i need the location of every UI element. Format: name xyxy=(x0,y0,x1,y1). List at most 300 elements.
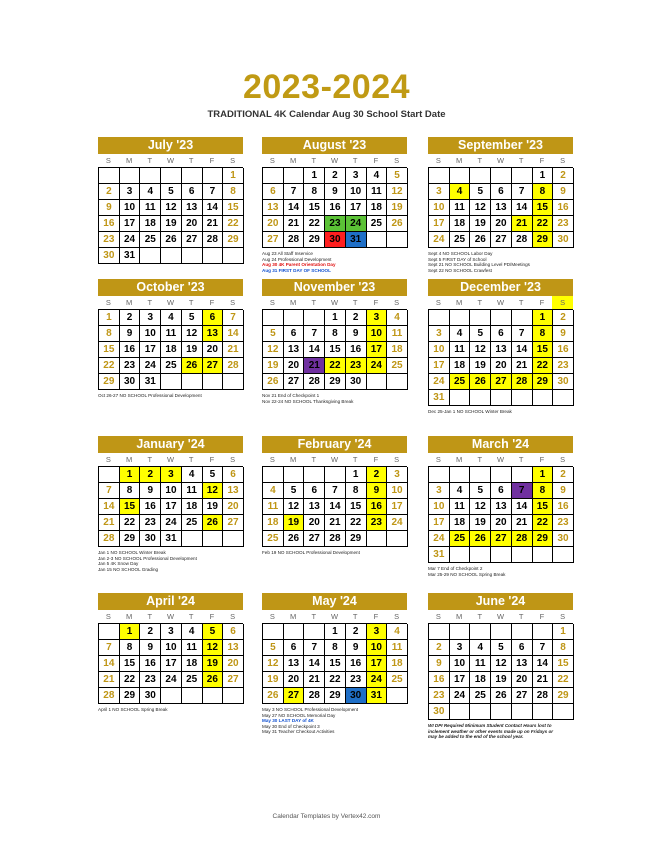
day-cell: 4 xyxy=(387,310,408,326)
weekday-label: W xyxy=(330,156,339,165)
weekday-label: S xyxy=(105,156,111,165)
day-cell: 23 xyxy=(553,358,574,374)
month-10 xyxy=(262,593,407,735)
day-cell: 9 xyxy=(553,483,574,499)
day-cell: 21 xyxy=(99,672,120,688)
day-cell: 2 xyxy=(140,467,161,483)
day-cell: 16 xyxy=(367,499,388,515)
day-cell: 27 xyxy=(512,688,533,704)
note-line: Dec 25-Jan 1 NO SCHOOL Winter Break xyxy=(428,409,512,414)
day-cell: 26 xyxy=(470,232,491,248)
weekday-label: W xyxy=(496,156,505,165)
note-line: WI DPI Required Minimum Student Contact Hours lost to xyxy=(428,723,552,728)
empty-cell xyxy=(491,310,512,326)
day-cell: 1 xyxy=(553,624,574,640)
weekday-label: F xyxy=(539,612,545,621)
day-cell: 6 xyxy=(263,184,284,200)
day-cell: 29 xyxy=(99,374,120,390)
empty-cell xyxy=(99,168,120,184)
day-cell: 21 xyxy=(99,515,120,531)
day-cell: 27 xyxy=(491,531,512,547)
day-cell: 20 xyxy=(182,216,203,232)
day-cell: 5 xyxy=(491,640,512,656)
day-cell: 14 xyxy=(512,499,533,515)
day-cell: 21 xyxy=(512,515,533,531)
day-cell: 12 xyxy=(203,483,224,499)
day-cell: 17 xyxy=(429,515,450,531)
day-cell: 9 xyxy=(140,640,161,656)
empty-cell xyxy=(161,688,182,704)
weekday-label: S xyxy=(269,298,275,307)
day-cell: 3 xyxy=(346,168,367,184)
note-line: May 31 Teacher Checkout Activities xyxy=(262,729,335,735)
day-cell: 18 xyxy=(450,358,471,374)
empty-cell xyxy=(120,168,141,184)
empty-cell xyxy=(325,467,346,483)
day-cell: 12 xyxy=(182,326,203,342)
day-cell: 27 xyxy=(491,374,512,390)
month-notes xyxy=(428,723,573,740)
day-cell: 27 xyxy=(304,531,325,547)
weekday-label: S xyxy=(435,612,441,621)
weekday-label: T xyxy=(311,455,317,464)
day-cell: 26 xyxy=(470,374,491,390)
day-cell: 2 xyxy=(553,168,574,184)
day-cell: 20 xyxy=(203,342,224,358)
empty-cell xyxy=(223,531,244,547)
empty-cell xyxy=(491,704,512,720)
day-cell: 30 xyxy=(553,531,574,547)
day-cell: 18 xyxy=(450,515,471,531)
empty-cell xyxy=(387,688,408,704)
page-title: 2023-2024 xyxy=(242,68,411,106)
day-cell: 12 xyxy=(284,499,305,515)
day-cell: 24 xyxy=(429,531,450,547)
day-cell: 15 xyxy=(223,200,244,216)
day-cell: 26 xyxy=(263,374,284,390)
weekday-label: W xyxy=(330,612,339,621)
month-notes xyxy=(98,550,243,572)
day-cell: 7 xyxy=(223,310,244,326)
day-grid xyxy=(262,623,407,704)
month-title: November '23 xyxy=(262,279,407,296)
empty-cell xyxy=(367,232,388,248)
day-cell: 7 xyxy=(284,184,305,200)
month-title: July '23 xyxy=(98,137,243,154)
day-cell: 8 xyxy=(99,326,120,342)
weekday-label: M xyxy=(125,156,133,165)
day-cell: 3 xyxy=(120,184,141,200)
note-line: Sept 22 NO SCHOOL Crawfest xyxy=(428,267,492,273)
day-cell: 25 xyxy=(182,515,203,531)
weekday-label: T xyxy=(352,612,358,621)
day-cell: 22 xyxy=(325,672,346,688)
month-notes xyxy=(98,707,243,713)
day-cell: 7 xyxy=(203,184,224,200)
day-cell: 14 xyxy=(533,656,554,672)
day-cell: 30 xyxy=(346,374,367,390)
day-cell: 9 xyxy=(140,483,161,499)
month-2 xyxy=(428,137,573,273)
day-cell: 8 xyxy=(533,483,554,499)
day-cell: 13 xyxy=(284,342,305,358)
day-cell: 1 xyxy=(325,624,346,640)
note-line: Jan 15 NO SCHOOL Grading xyxy=(98,566,159,572)
empty-cell xyxy=(533,390,554,406)
day-cell: 12 xyxy=(470,499,491,515)
note-line: Aug 31 FIRST DAY OF SCHOOL xyxy=(262,267,331,273)
empty-cell xyxy=(304,310,325,326)
empty-cell xyxy=(263,310,284,326)
note-line: Aug 24 Professional Development xyxy=(262,256,332,262)
month-notes xyxy=(262,550,407,556)
day-cell: 4 xyxy=(450,483,471,499)
day-cell: 8 xyxy=(533,326,554,342)
note-line: Jan 2-3 NO SCHOOL Professional Development xyxy=(98,555,197,561)
empty-cell xyxy=(512,168,533,184)
empty-cell xyxy=(284,168,305,184)
day-cell: 20 xyxy=(512,672,533,688)
day-cell: 19 xyxy=(203,656,224,672)
weekday-label: S xyxy=(269,455,275,464)
day-cell: 24 xyxy=(429,232,450,248)
weekday-label: M xyxy=(289,298,297,307)
day-cell: 25 xyxy=(367,216,388,232)
day-cell: 28 xyxy=(512,232,533,248)
empty-cell xyxy=(203,374,224,390)
weekday-label: F xyxy=(539,156,545,165)
day-grid xyxy=(98,466,243,547)
weekday-label: T xyxy=(518,612,524,621)
day-cell: 10 xyxy=(429,499,450,515)
weekday-label: T xyxy=(477,612,483,621)
day-cell: 8 xyxy=(553,640,574,656)
weekday-label: S xyxy=(230,156,236,165)
day-cell: 31 xyxy=(429,390,450,406)
day-cell: 2 xyxy=(140,624,161,640)
day-cell: 12 xyxy=(470,342,491,358)
day-cell: 16 xyxy=(140,499,161,515)
empty-cell xyxy=(512,624,533,640)
weekday-label: S xyxy=(230,455,236,464)
weekday-label: S xyxy=(394,455,400,464)
day-cell: 15 xyxy=(325,342,346,358)
day-cell: 1 xyxy=(120,624,141,640)
empty-cell xyxy=(223,374,244,390)
weekday-header xyxy=(262,610,407,623)
day-cell: 12 xyxy=(263,656,284,672)
empty-cell xyxy=(470,547,491,563)
weekday-label: S xyxy=(105,455,111,464)
weekday-label: T xyxy=(518,455,524,464)
day-cell: 5 xyxy=(387,168,408,184)
day-cell: 16 xyxy=(99,216,120,232)
day-cell: 1 xyxy=(99,310,120,326)
day-cell: 25 xyxy=(450,374,471,390)
day-cell: 19 xyxy=(161,216,182,232)
weekday-label: F xyxy=(209,612,215,621)
day-cell: 6 xyxy=(491,184,512,200)
empty-cell xyxy=(140,248,161,264)
day-cell: 23 xyxy=(367,515,388,531)
weekday-label: T xyxy=(188,612,194,621)
empty-cell xyxy=(512,467,533,483)
day-cell: 7 xyxy=(512,326,533,342)
day-cell: 26 xyxy=(491,688,512,704)
empty-cell xyxy=(203,168,224,184)
day-cell: 21 xyxy=(284,216,305,232)
empty-cell xyxy=(263,467,284,483)
month-title: April '24 xyxy=(98,593,243,610)
empty-cell xyxy=(429,168,450,184)
weekday-label: S xyxy=(269,612,275,621)
day-cell: 26 xyxy=(203,515,224,531)
empty-cell xyxy=(470,704,491,720)
weekday-header xyxy=(428,453,573,466)
weekday-label: W xyxy=(330,455,339,464)
weekday-label: T xyxy=(518,156,524,165)
day-cell: 8 xyxy=(304,184,325,200)
empty-cell xyxy=(533,704,554,720)
note-line: Sept 21 NO SCHOOL Building Level PD/Meetings xyxy=(428,262,530,268)
day-cell: 19 xyxy=(470,216,491,232)
empty-cell xyxy=(182,531,203,547)
day-cell: 2 xyxy=(553,467,574,483)
day-cell: 27 xyxy=(284,688,305,704)
day-cell: 13 xyxy=(203,326,224,342)
day-cell: 30 xyxy=(553,374,574,390)
day-cell: 15 xyxy=(325,656,346,672)
weekday-label: M xyxy=(125,612,133,621)
day-cell: 8 xyxy=(120,483,141,499)
day-cell: 21 xyxy=(533,672,554,688)
weekday-label: T xyxy=(188,298,194,307)
day-cell: 4 xyxy=(161,310,182,326)
day-cell: 5 xyxy=(284,483,305,499)
day-cell: 26 xyxy=(161,232,182,248)
day-cell: 14 xyxy=(99,656,120,672)
weekday-label: W xyxy=(330,298,339,307)
empty-cell xyxy=(553,390,574,406)
weekday-label: M xyxy=(455,156,463,165)
day-cell: 21 xyxy=(223,342,244,358)
day-cell: 20 xyxy=(491,515,512,531)
empty-cell xyxy=(304,624,325,640)
day-cell: 24 xyxy=(367,672,388,688)
day-cell: 26 xyxy=(470,531,491,547)
day-cell: 7 xyxy=(99,640,120,656)
day-grid xyxy=(428,623,573,720)
empty-cell xyxy=(284,310,305,326)
day-cell: 25 xyxy=(450,232,471,248)
day-cell: 5 xyxy=(161,184,182,200)
month-title: December '23 xyxy=(428,279,573,296)
day-cell: 19 xyxy=(263,358,284,374)
weekday-label: T xyxy=(147,156,153,165)
day-cell: 14 xyxy=(325,499,346,515)
empty-cell xyxy=(387,531,408,547)
note-line: May 3 NO SCHOOL Professional Development xyxy=(262,707,359,712)
day-cell: 28 xyxy=(325,531,346,547)
day-cell: 29 xyxy=(533,232,554,248)
day-cell: 21 xyxy=(512,358,533,374)
empty-cell xyxy=(161,374,182,390)
day-cell: 4 xyxy=(367,168,388,184)
day-cell: 12 xyxy=(263,342,284,358)
weekday-header xyxy=(262,453,407,466)
day-grid xyxy=(262,466,407,547)
empty-cell xyxy=(470,168,491,184)
weekday-label: F xyxy=(539,298,545,307)
empty-cell xyxy=(512,704,533,720)
day-cell: 27 xyxy=(263,232,284,248)
empty-cell xyxy=(450,310,471,326)
month-title: June '24 xyxy=(428,593,573,610)
empty-cell xyxy=(203,248,224,264)
day-cell: 4 xyxy=(263,483,284,499)
day-cell: 13 xyxy=(263,200,284,216)
day-cell: 12 xyxy=(161,200,182,216)
empty-cell xyxy=(491,390,512,406)
day-cell: 5 xyxy=(470,326,491,342)
weekday-label: M xyxy=(289,156,297,165)
note-line: may be added to the end of the school year. xyxy=(428,734,524,740)
day-cell: 10 xyxy=(140,326,161,342)
month-notes xyxy=(428,409,573,415)
note-line: Aug 23 All Staff Inservice xyxy=(262,251,313,256)
note-line: Nov 21 End of Checkpoint 1 xyxy=(262,393,320,398)
day-cell: 3 xyxy=(161,624,182,640)
day-cell: 2 xyxy=(429,640,450,656)
day-cell: 25 xyxy=(387,672,408,688)
day-cell: 29 xyxy=(325,688,346,704)
day-cell: 28 xyxy=(304,688,325,704)
day-cell: 16 xyxy=(346,342,367,358)
day-cell: 11 xyxy=(450,200,471,216)
empty-cell xyxy=(182,248,203,264)
day-cell: 7 xyxy=(512,184,533,200)
day-cell: 28 xyxy=(304,374,325,390)
month-notes xyxy=(428,251,573,273)
day-cell: 18 xyxy=(182,499,203,515)
day-cell: 12 xyxy=(387,184,408,200)
empty-cell xyxy=(533,624,554,640)
weekday-label: T xyxy=(147,298,153,307)
month-notes xyxy=(98,393,243,399)
day-cell: 4 xyxy=(182,624,203,640)
month-title: October '23 xyxy=(98,279,243,296)
day-cell: 19 xyxy=(470,358,491,374)
day-cell: 10 xyxy=(161,640,182,656)
day-cell: 22 xyxy=(120,672,141,688)
day-cell: 25 xyxy=(470,688,491,704)
day-cell: 19 xyxy=(182,342,203,358)
day-cell: 14 xyxy=(304,342,325,358)
day-cell: 30 xyxy=(140,531,161,547)
weekday-label: S xyxy=(105,612,111,621)
day-cell: 25 xyxy=(387,358,408,374)
empty-cell xyxy=(533,547,554,563)
day-cell: 1 xyxy=(533,467,554,483)
day-cell: 4 xyxy=(182,467,203,483)
empty-cell xyxy=(99,624,120,640)
weekday-label: M xyxy=(125,455,133,464)
day-cell: 25 xyxy=(450,531,471,547)
empty-cell xyxy=(470,310,491,326)
day-cell: 24 xyxy=(161,672,182,688)
month-notes xyxy=(262,393,407,404)
day-cell: 20 xyxy=(223,499,244,515)
weekday-label: M xyxy=(455,298,463,307)
day-cell: 14 xyxy=(512,342,533,358)
month-1 xyxy=(262,137,407,273)
month-8 xyxy=(428,436,573,577)
day-cell: 19 xyxy=(387,200,408,216)
day-cell: 18 xyxy=(263,515,284,531)
day-cell: 11 xyxy=(387,640,408,656)
day-cell: 29 xyxy=(120,688,141,704)
day-cell: 10 xyxy=(450,656,471,672)
day-cell: 6 xyxy=(491,326,512,342)
day-cell: 30 xyxy=(140,688,161,704)
day-cell: 16 xyxy=(325,200,346,216)
day-cell: 23 xyxy=(346,358,367,374)
note-line: Mar 25-29 NO SCHOOL Spring Break xyxy=(428,571,506,577)
day-cell: 30 xyxy=(120,374,141,390)
empty-cell xyxy=(429,624,450,640)
day-cell: 18 xyxy=(387,342,408,358)
day-cell: 27 xyxy=(491,232,512,248)
weekday-label: M xyxy=(289,612,297,621)
day-cell: 21 xyxy=(304,358,325,374)
day-cell: 20 xyxy=(304,515,325,531)
empty-cell xyxy=(182,168,203,184)
day-cell: 4 xyxy=(450,326,471,342)
day-cell: 2 xyxy=(553,310,574,326)
day-grid xyxy=(428,466,573,563)
day-cell: 21 xyxy=(325,515,346,531)
day-cell: 6 xyxy=(223,467,244,483)
day-cell: 25 xyxy=(263,531,284,547)
weekday-label: M xyxy=(289,455,297,464)
empty-cell xyxy=(491,624,512,640)
weekday-label: T xyxy=(477,156,483,165)
day-cell: 18 xyxy=(470,672,491,688)
weekday-label: M xyxy=(125,298,133,307)
day-cell: 9 xyxy=(553,184,574,200)
day-cell: 24 xyxy=(387,515,408,531)
empty-cell xyxy=(429,467,450,483)
weekday-label: T xyxy=(311,612,317,621)
empty-cell xyxy=(182,688,203,704)
empty-cell xyxy=(512,390,533,406)
day-cell: 11 xyxy=(182,640,203,656)
day-cell: 29 xyxy=(325,374,346,390)
day-cell: 14 xyxy=(203,200,224,216)
day-cell: 24 xyxy=(429,374,450,390)
day-cell: 16 xyxy=(553,342,574,358)
empty-cell xyxy=(450,624,471,640)
day-cell: 11 xyxy=(387,326,408,342)
day-cell: 19 xyxy=(203,499,224,515)
weekday-label: S xyxy=(230,612,236,621)
day-cell: 9 xyxy=(367,483,388,499)
weekday-label: T xyxy=(311,156,317,165)
day-cell: 10 xyxy=(429,200,450,216)
day-cell: 9 xyxy=(346,326,367,342)
day-cell: 17 xyxy=(367,342,388,358)
empty-cell xyxy=(203,688,224,704)
